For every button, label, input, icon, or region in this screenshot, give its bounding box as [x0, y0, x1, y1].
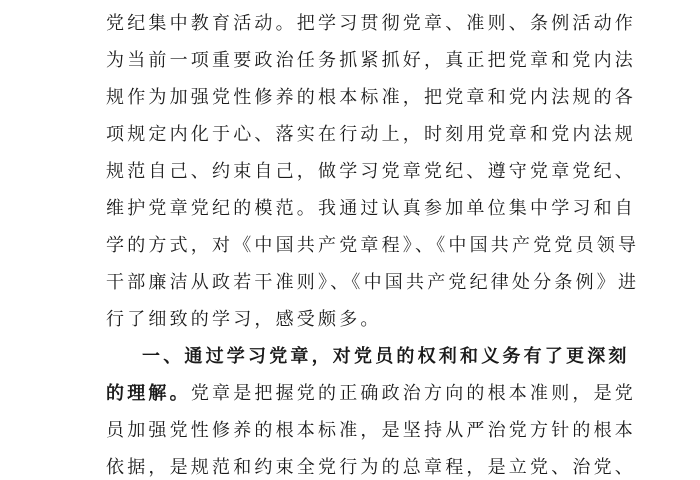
paragraph-line: 干部廉洁从政若干准则》、《中国共产党纪律处分条例》进 — [106, 272, 640, 293]
paragraph-line: 员加强党性修养的根本标准，是坚持从严治党方针的根本 — [106, 420, 636, 441]
paragraph-line: 规范自己、约束自己，做学习党章党纪、遵守党章党纪、 — [106, 161, 636, 182]
paragraph-line — [106, 382, 637, 406]
section-heading-text: 一、通过学习党章，对党员的权利和义务有了更深刻 — [142, 346, 630, 367]
paragraph-line: 维护党章党纪的模范。我通过认真参加单位集中学习和自 — [106, 198, 636, 219]
paragraph-line: 项规定内化于心、落实在行动上，时刻用党章和党内法规 — [106, 124, 636, 145]
paragraph-line: 规作为加强党性修养的根本标准，把党章和党内法规的各 — [106, 87, 636, 108]
paragraph-line: 学的方式，对《中国共产党章程》、《中国共产党党员领导 — [106, 235, 640, 256]
section-heading-text: 的理解。 — [106, 383, 191, 404]
paragraph-line: 党纪集中教育活动。把学习贯彻党章、准则、条例活动作 — [106, 13, 636, 34]
document-page — [106, 0, 640, 478]
paragraph-line: 行了细致的学习，感受颇多。 — [106, 309, 382, 330]
paragraph-line: 为当前一项重要政治任务抓紧抓好，真正把党章和党内法 — [106, 50, 636, 71]
paragraph-line: 依据，是规范和约束全党行为的总章程，是立党、治党、 — [106, 457, 636, 478]
section-heading — [142, 345, 630, 369]
paragraph-text: 党章是把握党的正确政治方向的根本准则，是党 — [190, 383, 637, 404]
